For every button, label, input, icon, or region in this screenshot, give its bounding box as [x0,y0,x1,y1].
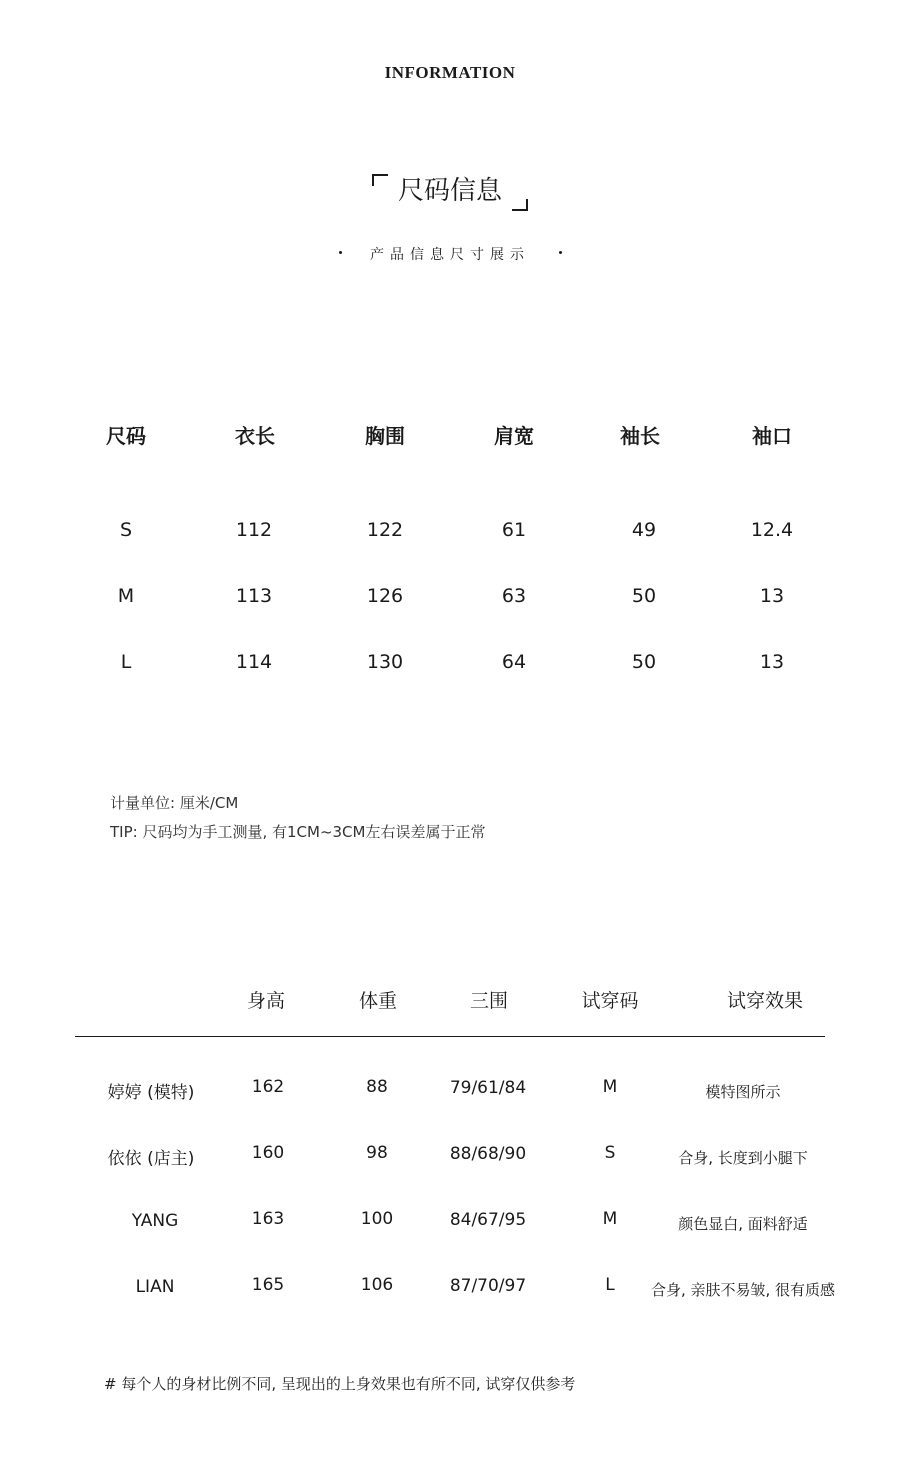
table-cell: M [602,1209,618,1229]
model-header-try-size: 试穿码 [581,990,639,1012]
table-cell: 13 [759,651,785,673]
model-header-height: 身高 [246,990,286,1012]
table-cell: 122 [366,519,404,541]
table-cell: 165 [251,1275,285,1295]
table-cell: 64 [501,651,527,673]
table-cell: 合身, 长度到小腿下 [678,1149,808,1167]
model-header-measurements: 三围 [469,990,509,1012]
table-cell: 模特图所示 [705,1083,781,1101]
table-cell: 126 [366,585,404,607]
table-cell: L [120,651,132,673]
table-cell: 88/68/90 [449,1144,527,1164]
table-cell: M [602,1077,618,1097]
table-cell: 87/70/97 [449,1276,527,1296]
table-cell: 114 [235,651,273,673]
table-cell: 100 [360,1209,394,1229]
corner-bracket-top-left [372,174,388,186]
size-info-title-text: 尺码信息 [397,176,503,206]
table-cell: 79/61/84 [449,1078,527,1098]
model-header-effect: 试穿效果 [726,990,804,1012]
table-cell: 113 [235,585,273,607]
table-cell: 130 [366,651,404,673]
model-name: 依依 (店主) [107,1149,195,1169]
table-cell: 61 [501,519,527,541]
table-cell: 160 [251,1143,285,1163]
size-header-cuff: 袖口 [752,424,792,448]
table-cell: 112 [235,519,273,541]
measurement-unit-note: 计量单位: 厘米/CM [110,794,239,812]
table-cell: 50 [631,651,657,673]
table-cell: S [119,519,133,541]
size-header-sleeve: 袖长 [620,424,660,448]
table-cell: 合身, 亲肤不易皱, 很有质感 [650,1281,836,1299]
table-cell: 12.4 [750,519,794,541]
size-header-shoulder: 肩宽 [494,424,534,448]
table-cell: 13 [759,585,785,607]
table-cell: 98 [366,1143,388,1163]
model-name: 婷婷 (模特) [107,1083,195,1103]
table-divider [75,1036,825,1037]
size-header-length: 衣长 [235,424,275,448]
measurement-tip-note: TIP: 尺码均为手工测量, 有1CM~3CM左右误差属于正常 [110,823,486,841]
corner-bracket-bottom-right [512,199,528,211]
size-header-chest: 胸围 [365,424,405,448]
model-header-weight: 体重 [358,990,398,1012]
table-cell: M [117,585,135,607]
table-cell: 颜色显白, 面料舒适 [678,1215,808,1233]
table-cell: L [605,1275,615,1295]
table-cell: 49 [631,519,657,541]
size-info-title [398,170,502,207]
table-cell: 162 [251,1077,285,1097]
size-info-subtitle: 产品信息尺寸展示 [370,247,530,263]
table-cell: 84/67/95 [449,1210,527,1230]
information-heading: INFORMATION [384,63,516,82]
table-cell: 50 [631,585,657,607]
table-cell: S [604,1143,616,1163]
table-cell: 106 [360,1275,394,1295]
table-cell: 88 [366,1077,388,1097]
model-name: YANG [131,1211,179,1231]
fit-disclaimer-note: # 每个人的身材比例不同, 呈现出的上身效果也有所不同, 试穿仅供参考 [104,1375,576,1393]
model-name: LIAN [135,1277,175,1297]
subtitle-dot-left [339,251,342,254]
table-cell: 163 [251,1209,285,1229]
size-header-size: 尺码 [106,424,146,448]
subtitle-dot-right [559,251,562,254]
table-cell: 63 [501,585,527,607]
